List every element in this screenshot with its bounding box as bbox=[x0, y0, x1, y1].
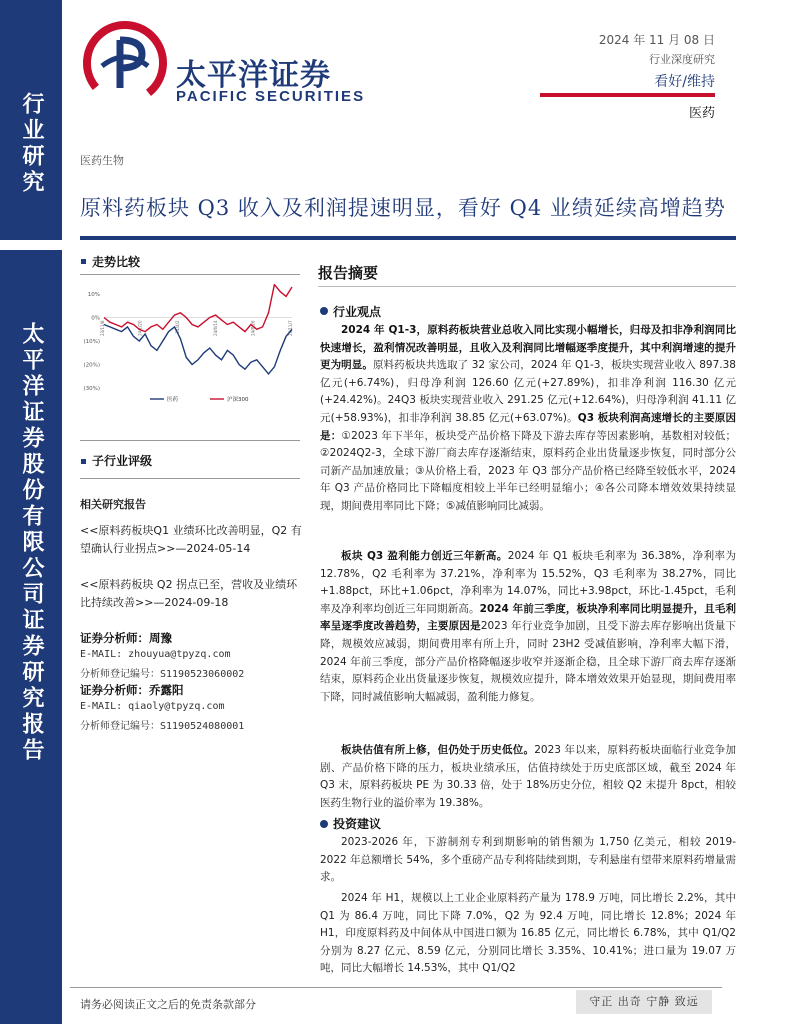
summary-paragraph-revenue bbox=[320, 322, 736, 540]
paragraph-body: 2023 年以来，原料药板块面临行业竞争加剧、产品价格下降的压力，板块业绩承压，估值持续处于历史底部区域，截至 2024 年 Q3 末，原料药板块 PE 为 30.33 倍，处于 18%历史分位，相较 Q2 末提升 8pct，相较医药生物行业的溢价率为 19.38%。 bbox=[320, 744, 736, 809]
brand-name-cn: 太平洋证券 bbox=[176, 58, 331, 93]
x-tick-label: 24/8/26 bbox=[250, 320, 256, 336]
trend-divider bbox=[80, 274, 300, 275]
paragraph-lead: Q3 板块利润高速增长的主要原因是： bbox=[320, 411, 736, 442]
legend-label: 医药 bbox=[167, 397, 179, 403]
investment-advice-bullet bbox=[320, 820, 328, 828]
legend-label: 沪深300 bbox=[227, 397, 249, 403]
analyst-name: 证券分析师：周豫 bbox=[80, 631, 172, 645]
report-sector: 医药 bbox=[688, 106, 715, 121]
analyst-registration: 分析师登记编号：S1190524080001 bbox=[80, 721, 245, 732]
sub-rating-divider bbox=[80, 478, 300, 479]
summary-divider bbox=[318, 286, 736, 287]
investment-advice-title: 投资建议 bbox=[333, 817, 382, 831]
summary-paragraph-profitability bbox=[320, 548, 736, 738]
x-tick-label: 24/4/2 bbox=[175, 320, 181, 334]
series-line-pharma bbox=[104, 325, 292, 374]
x-tick-label: 23/11/8 bbox=[100, 320, 105, 336]
pacific-securities-logo bbox=[80, 18, 170, 108]
footer-disclaimer: 请务必阅读正文之后的免责条款部分 bbox=[80, 998, 256, 1011]
sub-rating-top-divider bbox=[80, 440, 300, 441]
paragraph-body: 2023-2026 年，下游制剂专利到期影响的销售额为 1,750 亿美元，相较 2019-2022 年总额增长 54%，多个重磅产品专利将陆续到期，专利悬崖有望带来原料药增量需求。 bbox=[320, 836, 736, 884]
series-line-csi300 bbox=[104, 285, 292, 332]
sub-rating-label-marker bbox=[81, 459, 86, 464]
sidebar-category-text: 行业研究 bbox=[19, 92, 45, 196]
trend-comparison-chart bbox=[80, 284, 298, 414]
footer-motto: 守正 出奇 宁静 致远 bbox=[576, 990, 712, 1014]
industry-view-bullet bbox=[320, 307, 328, 315]
trend-label-marker bbox=[81, 259, 86, 264]
y-tick-label: (10%) bbox=[83, 339, 100, 345]
analyst-name: 证券分析师：乔露阳 bbox=[80, 683, 184, 697]
paragraph-body: 2023 年行业竞争加剧，且受下游去库存影响出货量下降，规模效应减弱，期间费用率有所上升，同时 23H2 受减值影响，净利率大幅下滑，2024 年前三季度，部分产品价格降幅逐步收窄并逐渐企稳，且全球下游厂商去库存逐渐结束，原料药企业出货量逐步恢复，规模效应提升，降本增效效果开始显现，期间费用率下降，同时减值影响大幅减弱，盈利能力修复。 bbox=[320, 620, 737, 703]
x-tick-label: 24/11/7 bbox=[288, 320, 293, 336]
paragraph-body: ①2023 年下半年，板块受产品价格下降及下游去库存等因素影响，基数相对较低；②2024Q2-3，全球下游厂商去库存逐渐结束，原料药企业出货量逐步恢复，同时部分公司新产品加速放量；③从价格上看，2023 年 Q3 部分产品价格已经降至较低水平，2024 年 Q3 产品价格同比下降幅度相较上半年已经明显缩小；④各公司降本增效效果持续显现，期间费用率同比下降；⑤减值影响同比减弱。 bbox=[320, 429, 737, 512]
paragraph-lead: 板块 Q3 盈利能力创近三年新高。 bbox=[341, 550, 508, 562]
x-tick-label: 24/6/14 bbox=[212, 320, 218, 336]
summary-paragraph-valuation bbox=[320, 742, 736, 809]
industry-view-title: 行业观点 bbox=[333, 305, 382, 319]
sidebar-gap bbox=[0, 240, 62, 250]
x-tick-label: 24/1/20 bbox=[137, 320, 143, 336]
y-tick-label: 0% bbox=[91, 315, 100, 322]
sector-tag: 医药生物 bbox=[80, 154, 124, 167]
brand-name-en: PACIFIC SECURITIES bbox=[176, 88, 366, 105]
left-sidebar bbox=[0, 0, 62, 1024]
y-tick-label: (30%) bbox=[83, 386, 100, 392]
related-report-item[interactable]: <<原料药板块 Q2 拐点已至，营收及业绩环比持续改善>>—2024-09-18 bbox=[80, 578, 298, 609]
analyst-registration: 分析师登记编号：S1190523060002 bbox=[80, 669, 245, 680]
paragraph-lead: 2024 年 Q1-3，原料药板块营业总收入同比实现小幅增长，归母及扣非净利润同比快速增长，盈利情况改善明显，且收入及利润同比增幅逐季度提升，其中利润增速的提升更为明显。 bbox=[320, 324, 736, 372]
related-reports-title: 相关研究报告 bbox=[80, 498, 146, 511]
sidebar-company-text: 太平洋证券股份有限公司证券研究报告 bbox=[19, 322, 45, 764]
report-date: 2024 年 11 月 08 日 bbox=[598, 33, 715, 47]
industry-rating: 看好/维持 bbox=[654, 74, 715, 90]
related-report-item[interactable]: <<原料药板块Q1 业绩环比改善明显，Q2 有望确认行业拐点>>—2024-05-14 bbox=[80, 524, 302, 555]
paragraph-lead: 2024 年前三季度，板块净利率同比明显提升，且毛利率呈逐季度改善趋势，主要原因是 bbox=[320, 602, 736, 633]
footer-divider bbox=[70, 987, 722, 988]
summary-paragraph-output bbox=[320, 890, 736, 982]
paragraph-lead: 板块估值有所上修，但仍处于历史低位。 bbox=[341, 744, 535, 756]
paragraph-body: 2024 年 H1，规模以上工业企业原料药产量为 178.9 万吨，同比增长 2.2%，其中 Q1 为 86.4 万吨，同比下降 7.0%，Q2 为 92.4 万吨，同比增长 12.8%；2024 年 H1，印度原料药及中间体从中国进口额为 16.85 亿元，同比增长 6.78%，其中 Q1/Q2 分别为 8.27 亿元、8.59 亿元，分别同比增长 3.35%、10.41%；进口量为 19.07 万吨，同比大幅增长 14.53%，其中 Q1/Q2 bbox=[320, 892, 736, 975]
header-accent-bar bbox=[540, 93, 715, 97]
title-divider bbox=[80, 236, 736, 240]
report-title: 原料药板块 Q3 收入及利润提速明显，看好 Q4 业绩延续高增趋势 bbox=[80, 196, 726, 220]
paragraph-body: 原料药板块共选取了 32 家公司，2024 年 Q1-3，板块实现营业收入 897.38 亿元(+6.74%)，归母净利润 126.60 亿元(+27.89%)，扣非净利润 116.30 亿元(+24.42%)。24Q3 板块实现营业收入 291.25 亿元(+12.64%)，归母净利润 41.11 亿元(+58.93%)，扣非净利润 38.85 亿元(+63.07%)。 bbox=[320, 359, 736, 424]
sub-industry-rating-label: 子行业评级 bbox=[92, 454, 153, 468]
analyst-email[interactable]: E-MAIL: qiaoly@tpyzq.com bbox=[80, 701, 225, 712]
summary-paragraph-patent bbox=[320, 834, 736, 888]
paragraph-body: 2024 年 Q1 板块毛利率为 36.38%，净利率为 12.78%，Q2 毛利率为 37.21%，净利率为 15.52%，Q3 毛利率为 38.27%，同比+1.88pct，环比+1.06pct，净利率为 14.07%，同比+3.98pct，环比-1.45pct，毛利率及净利率均创近三年同期新高。 bbox=[320, 550, 736, 615]
analyst-email[interactable]: E-MAIL: zhouyua@tpyzq.com bbox=[80, 649, 231, 660]
y-tick-label: 10% bbox=[87, 292, 100, 298]
summary-title: 报告摘要 bbox=[318, 264, 379, 282]
y-tick-label: (20%) bbox=[83, 362, 100, 369]
report-type: 行业深度研究 bbox=[649, 53, 715, 66]
trend-comparison-label: 走势比较 bbox=[92, 255, 141, 269]
